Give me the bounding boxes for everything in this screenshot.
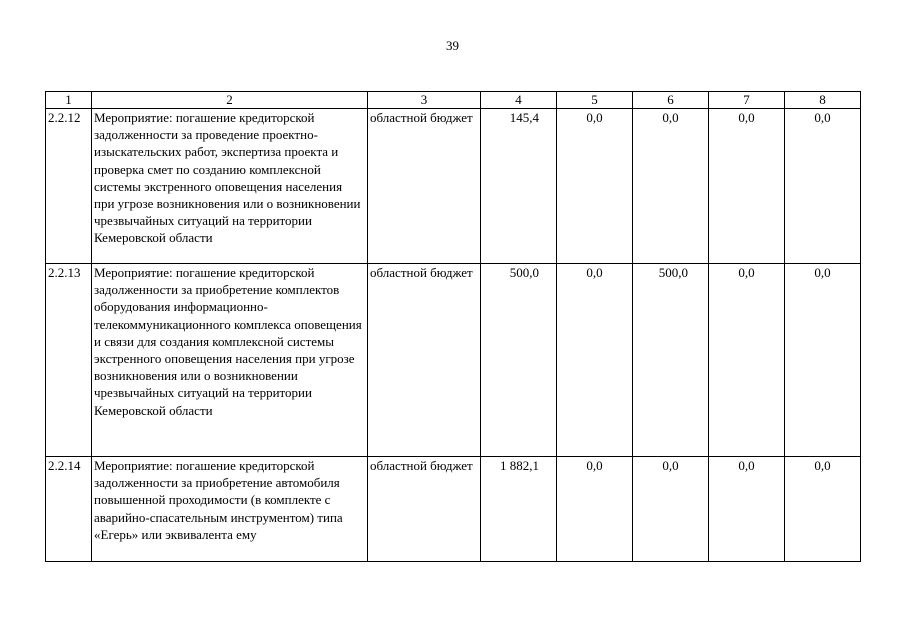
row-value-8: 0,0 [785,457,861,562]
row-description: Мероприятие: погашение кредиторской задолженности за приобретение автомобиля повышенной проходимости (в комплекте с аварийно-спасательным инструментом) типа «Егерь» или эквивалента ему [92,457,368,562]
row-value-7: 0,0 [709,264,785,457]
row-value-6: 0,0 [633,109,709,264]
column-header: 5 [557,92,633,109]
row-value-7: 0,0 [709,109,785,264]
table-header-row [46,92,861,109]
row-description: Мероприятие: погашение кредиторской задолженности за проведение проектно-изыскательских работ, экспертиза проекта и проверка смет по созданию комплексной системы экстренного оповещения населения при угрозе возникновения или о возникновении чрезвычайных ситуаций на территории Кемеровской области [92,109,368,264]
row-value-4: 500,0 [481,264,557,457]
row-source: областной бюджет [368,457,481,562]
column-header: 2 [92,92,368,109]
row-description: Мероприятие: погашение кредиторской задолженности за приобретение комплектов оборудования информационно-телекоммуникационного комплекса оповещения и связи для создания комплексной системы экстренного оповещения населения при угрозе возникновения или о возникновении чрезвычайных ситуаций на территории Кемеровской области [92,264,368,457]
row-value-5: 0,0 [557,264,633,457]
row-value-6: 0,0 [633,457,709,562]
row-value-6: 500,0 [633,264,709,457]
table-row [46,264,861,457]
column-header: 4 [481,92,557,109]
page-number: 39 [446,38,459,53]
table-row [46,457,861,562]
column-header: 1 [46,92,92,109]
row-code: 2.2.12 [46,109,92,264]
row-value-7: 0,0 [709,457,785,562]
row-value-5: 0,0 [557,457,633,562]
row-code: 2.2.14 [46,457,92,562]
row-value-4: 145,4 [481,109,557,264]
table-row [46,109,861,264]
row-code: 2.2.13 [46,264,92,457]
row-source: областной бюджет [368,109,481,264]
column-header: 3 [368,92,481,109]
row-value-8: 0,0 [785,264,861,457]
budget-table [45,91,861,562]
column-header: 6 [633,92,709,109]
column-header: 8 [785,92,861,109]
column-header: 7 [709,92,785,109]
row-value-4: 1 882,1 [481,457,557,562]
row-value-8: 0,0 [785,109,861,264]
row-value-5: 0,0 [557,109,633,264]
row-source: областной бюджет [368,264,481,457]
